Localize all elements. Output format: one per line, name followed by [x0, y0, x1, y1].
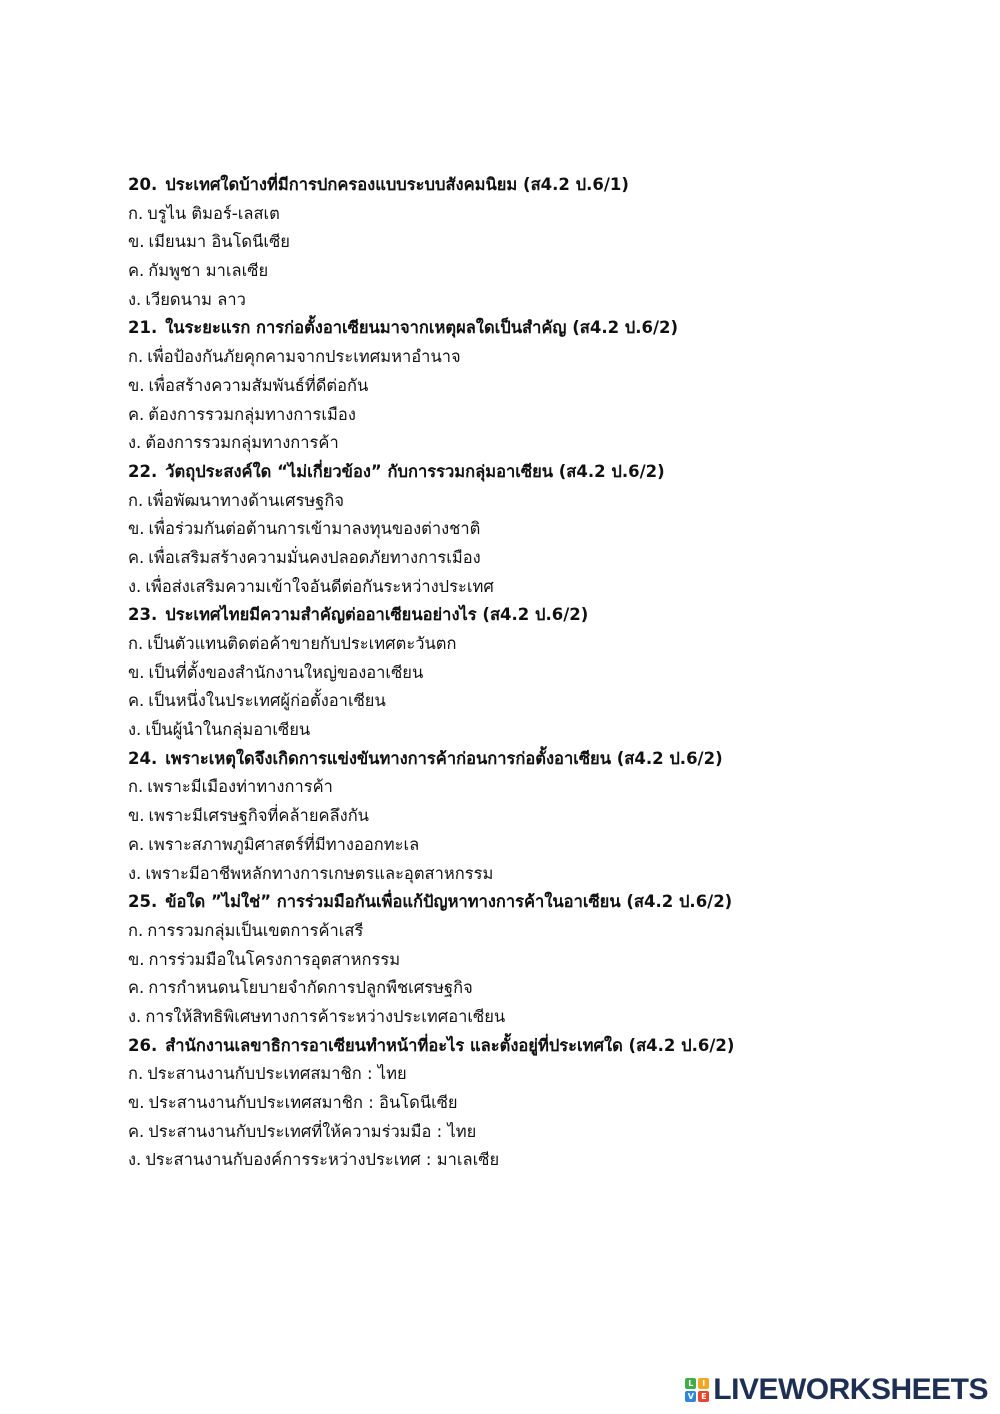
option-text: เพื่อพัฒนาทางด้านเศรษฐกิจ: [147, 490, 345, 510]
option-kho-khwai[interactable]: [128, 401, 968, 430]
option-text: การให้สิทธิพิเศษทางการค้าระหว่างประเทศอาเซียน: [145, 1006, 506, 1026]
option-text: การร่วมมือในโครงการอุตสาหกรรม: [148, 949, 401, 969]
option-kho-khwai[interactable]: [128, 544, 968, 573]
question-title: [128, 314, 968, 343]
question-title: [128, 458, 968, 487]
option-letter: ก.: [128, 920, 144, 940]
question-20: [128, 171, 968, 314]
option-letter: ง.: [128, 433, 142, 453]
option-text: บรูไน ติมอร์-เลสเต: [147, 203, 280, 223]
option-ngo[interactable]: [128, 573, 968, 602]
question-title: [128, 171, 968, 200]
liveworksheets-brand: [685, 1372, 988, 1408]
option-letter: ก.: [128, 347, 144, 367]
option-ngo[interactable]: [128, 1003, 968, 1032]
question-title: [128, 888, 968, 917]
option-letter: ง.: [128, 1006, 142, 1026]
question-number: 23.: [128, 605, 158, 625]
option-letter: ก.: [128, 1064, 144, 1084]
option-letter: ข.: [128, 806, 145, 826]
option-letter: ข.: [128, 375, 145, 395]
question-22: [128, 458, 968, 601]
option-letter: ง.: [128, 863, 142, 883]
option-ko[interactable]: [128, 773, 968, 802]
logo-tile-v: V: [685, 1391, 696, 1402]
option-text: ประสานงานกับประเทศสมาชิก : อินโดนีเซีย: [148, 1093, 458, 1112]
option-text: การกำหนดนโยบายจำกัดการปลูกพืชเศรษฐกิจ: [148, 978, 473, 998]
option-letter: ค.: [128, 261, 145, 281]
question-26: [128, 1032, 968, 1175]
option-kho-khwai[interactable]: [128, 687, 968, 716]
option-letter: ง.: [128, 720, 142, 740]
question-23: [128, 601, 968, 744]
option-text: เพื่อร่วมกันต่อต้านการเข้ามาลงทุนของต่างชาติ: [148, 519, 481, 539]
option-kho-khwai[interactable]: [128, 257, 968, 286]
question-25: [128, 888, 968, 1031]
question-24: [128, 745, 968, 888]
logo-tile-i: I: [698, 1378, 709, 1389]
option-letter: ค.: [128, 691, 145, 711]
option-letter: ข.: [128, 662, 145, 682]
option-letter: ข.: [128, 519, 145, 539]
option-letter: ง.: [128, 1150, 142, 1170]
liveworksheets-logo-icon: [685, 1378, 709, 1402]
option-letter: ก.: [128, 777, 144, 797]
option-kho[interactable]: [128, 372, 968, 401]
option-kho[interactable]: [128, 802, 968, 831]
option-text: เพราะมีเศรษฐกิจที่คล้ายคลึงกัน: [148, 806, 369, 826]
option-kho-khwai[interactable]: [128, 1118, 968, 1147]
option-letter: ค.: [128, 978, 145, 998]
question-text: เพราะเหตุใดจึงเกิดการแข่งขันทางการค้าก่อนการก่อตั้งอาเซียน (ส4.2 ป.6/2): [165, 748, 723, 768]
option-ko[interactable]: [128, 917, 968, 946]
option-letter: ง.: [128, 576, 142, 596]
option-letter: ข.: [128, 1093, 145, 1112]
option-ngo[interactable]: [128, 286, 968, 315]
option-kho[interactable]: [128, 946, 968, 975]
option-ko[interactable]: [128, 630, 968, 659]
option-text: ประสานงานกับองค์การระหว่างประเทศ : มาเลเซีย: [145, 1150, 500, 1170]
option-ngo[interactable]: [128, 716, 968, 745]
option-kho[interactable]: [128, 1089, 968, 1118]
option-letter: ค.: [128, 1121, 145, 1141]
option-letter: ข.: [128, 232, 145, 252]
option-ko[interactable]: [128, 487, 968, 516]
option-text: ต้องการรวมกลุ่มทางการค้า: [145, 433, 339, 453]
option-text: เพราะสภาพภูมิศาสตร์ที่มีทางออกทะเล: [148, 834, 420, 854]
question-text: สำนักงานเลขาธิการอาเซียนทำหน้าที่อะไร และตั้งอยู่ที่ประเทศใด (ส4.2 ป.6/2): [165, 1035, 735, 1055]
option-text: เป็นผู้นำในกลุ่มอาเซียน: [145, 720, 311, 740]
option-letter: ข.: [128, 949, 145, 969]
question-text: วัตถุประสงค์ใด “ไม่เกี่ยวข้อง” กับการรวมกลุ่มอาเซียน (ส4.2 ป.6/2): [165, 461, 665, 481]
option-text: เป็นตัวแทนติดต่อค้าขายกับประเทศตะวันตก: [147, 634, 457, 653]
option-kho-khwai[interactable]: [128, 974, 968, 1003]
logo-tile-l: L: [685, 1378, 696, 1389]
option-ngo[interactable]: [128, 1146, 968, 1175]
question-title: [128, 745, 968, 774]
option-text: เป็นที่ตั้งของสำนักงานใหญ่ของอาเซียน: [148, 662, 424, 682]
option-letter: ก.: [128, 634, 144, 653]
option-text: เพื่อเสริมสร้างความมั่นคงปลอดภัยทางการเมือง: [148, 547, 481, 567]
question-number: 24.: [128, 748, 158, 768]
option-ngo[interactable]: [128, 429, 968, 458]
option-letter: ง.: [128, 289, 142, 309]
question-number: 25.: [128, 892, 158, 912]
question-text: ประเทศไทยมีความสำคัญต่ออาเซียนอย่างไร (ส4.2 ป.6/2): [165, 605, 589, 625]
option-kho[interactable]: [128, 228, 968, 257]
question-number: 20.: [128, 175, 158, 194]
option-ko[interactable]: [128, 200, 968, 229]
question-title: [128, 601, 968, 630]
worksheet-content: [128, 171, 968, 1175]
question-number: 21.: [128, 318, 158, 338]
option-text: เป็นหนึ่งในประเทศผู้ก่อตั้งอาเซียน: [148, 691, 386, 711]
option-text: เพื่อป้องกันภัยคุกคามจากประเทศมหาอำนาจ: [147, 347, 461, 367]
option-text: ต้องการรวมกลุ่มทางการเมือง: [148, 404, 356, 424]
option-letter: ค.: [128, 834, 145, 854]
option-text: เมียนมา อินโดนีเซีย: [148, 232, 290, 252]
option-text: การรวมกลุ่มเป็นเขตการค้าเสรี: [147, 920, 364, 940]
option-text: เพื่อส่งเสริมความเข้าใจอันดีต่อกันระหว่างประเทศ: [145, 576, 494, 596]
option-text: เพราะมีอาชีพหลักทางการเกษตรและอุตสาหกรรม: [145, 863, 494, 883]
question-text: ประเทศใดบ้างที่มีการปกครองแบบระบบสังคมนิยม (ส4.2 ป.6/1): [165, 175, 629, 194]
option-letter: ค.: [128, 404, 145, 424]
option-letter: ค.: [128, 547, 145, 567]
option-kho[interactable]: [128, 659, 968, 688]
question-21: [128, 314, 968, 457]
question-text: ข้อใด ”ไม่ใช่” การร่วมมือกันเพื่อแก้ปัญหาทางการค้าในอาเซียน (ส4.2 ป.6/2): [165, 892, 733, 912]
question-title: [128, 1032, 968, 1061]
option-text: เพราะมีเมืองท่าทางการค้า: [147, 777, 333, 797]
option-letter: ก.: [128, 490, 144, 510]
brand-wordmark: LIVEWORKSHEETS: [713, 1373, 988, 1406]
option-ko[interactable]: [128, 1060, 968, 1089]
option-text: ประสานงานกับประเทศสมาชิก : ไทย: [147, 1064, 407, 1084]
option-text: กัมพูชา มาเลเซีย: [148, 261, 269, 281]
option-kho[interactable]: [128, 515, 968, 544]
question-text: ในระยะแรก การก่อตั้งอาเซียนมาจากเหตุผลใดเป็นสำคัญ (ส4.2 ป.6/2): [165, 318, 679, 338]
option-kho-khwai[interactable]: [128, 831, 968, 860]
option-ko[interactable]: [128, 343, 968, 372]
logo-tile-e: E: [698, 1391, 709, 1402]
option-text: เพื่อสร้างความสัมพันธ์ที่ดีต่อกัน: [148, 375, 369, 395]
question-number: 26.: [128, 1035, 158, 1055]
option-text: ประสานงานกับประเทศที่ให้ความร่วมมือ : ไทย: [148, 1121, 477, 1141]
question-number: 22.: [128, 461, 158, 481]
option-ngo[interactable]: [128, 860, 968, 889]
option-letter: ก.: [128, 203, 144, 223]
option-text: เวียดนาม ลาว: [145, 289, 246, 309]
